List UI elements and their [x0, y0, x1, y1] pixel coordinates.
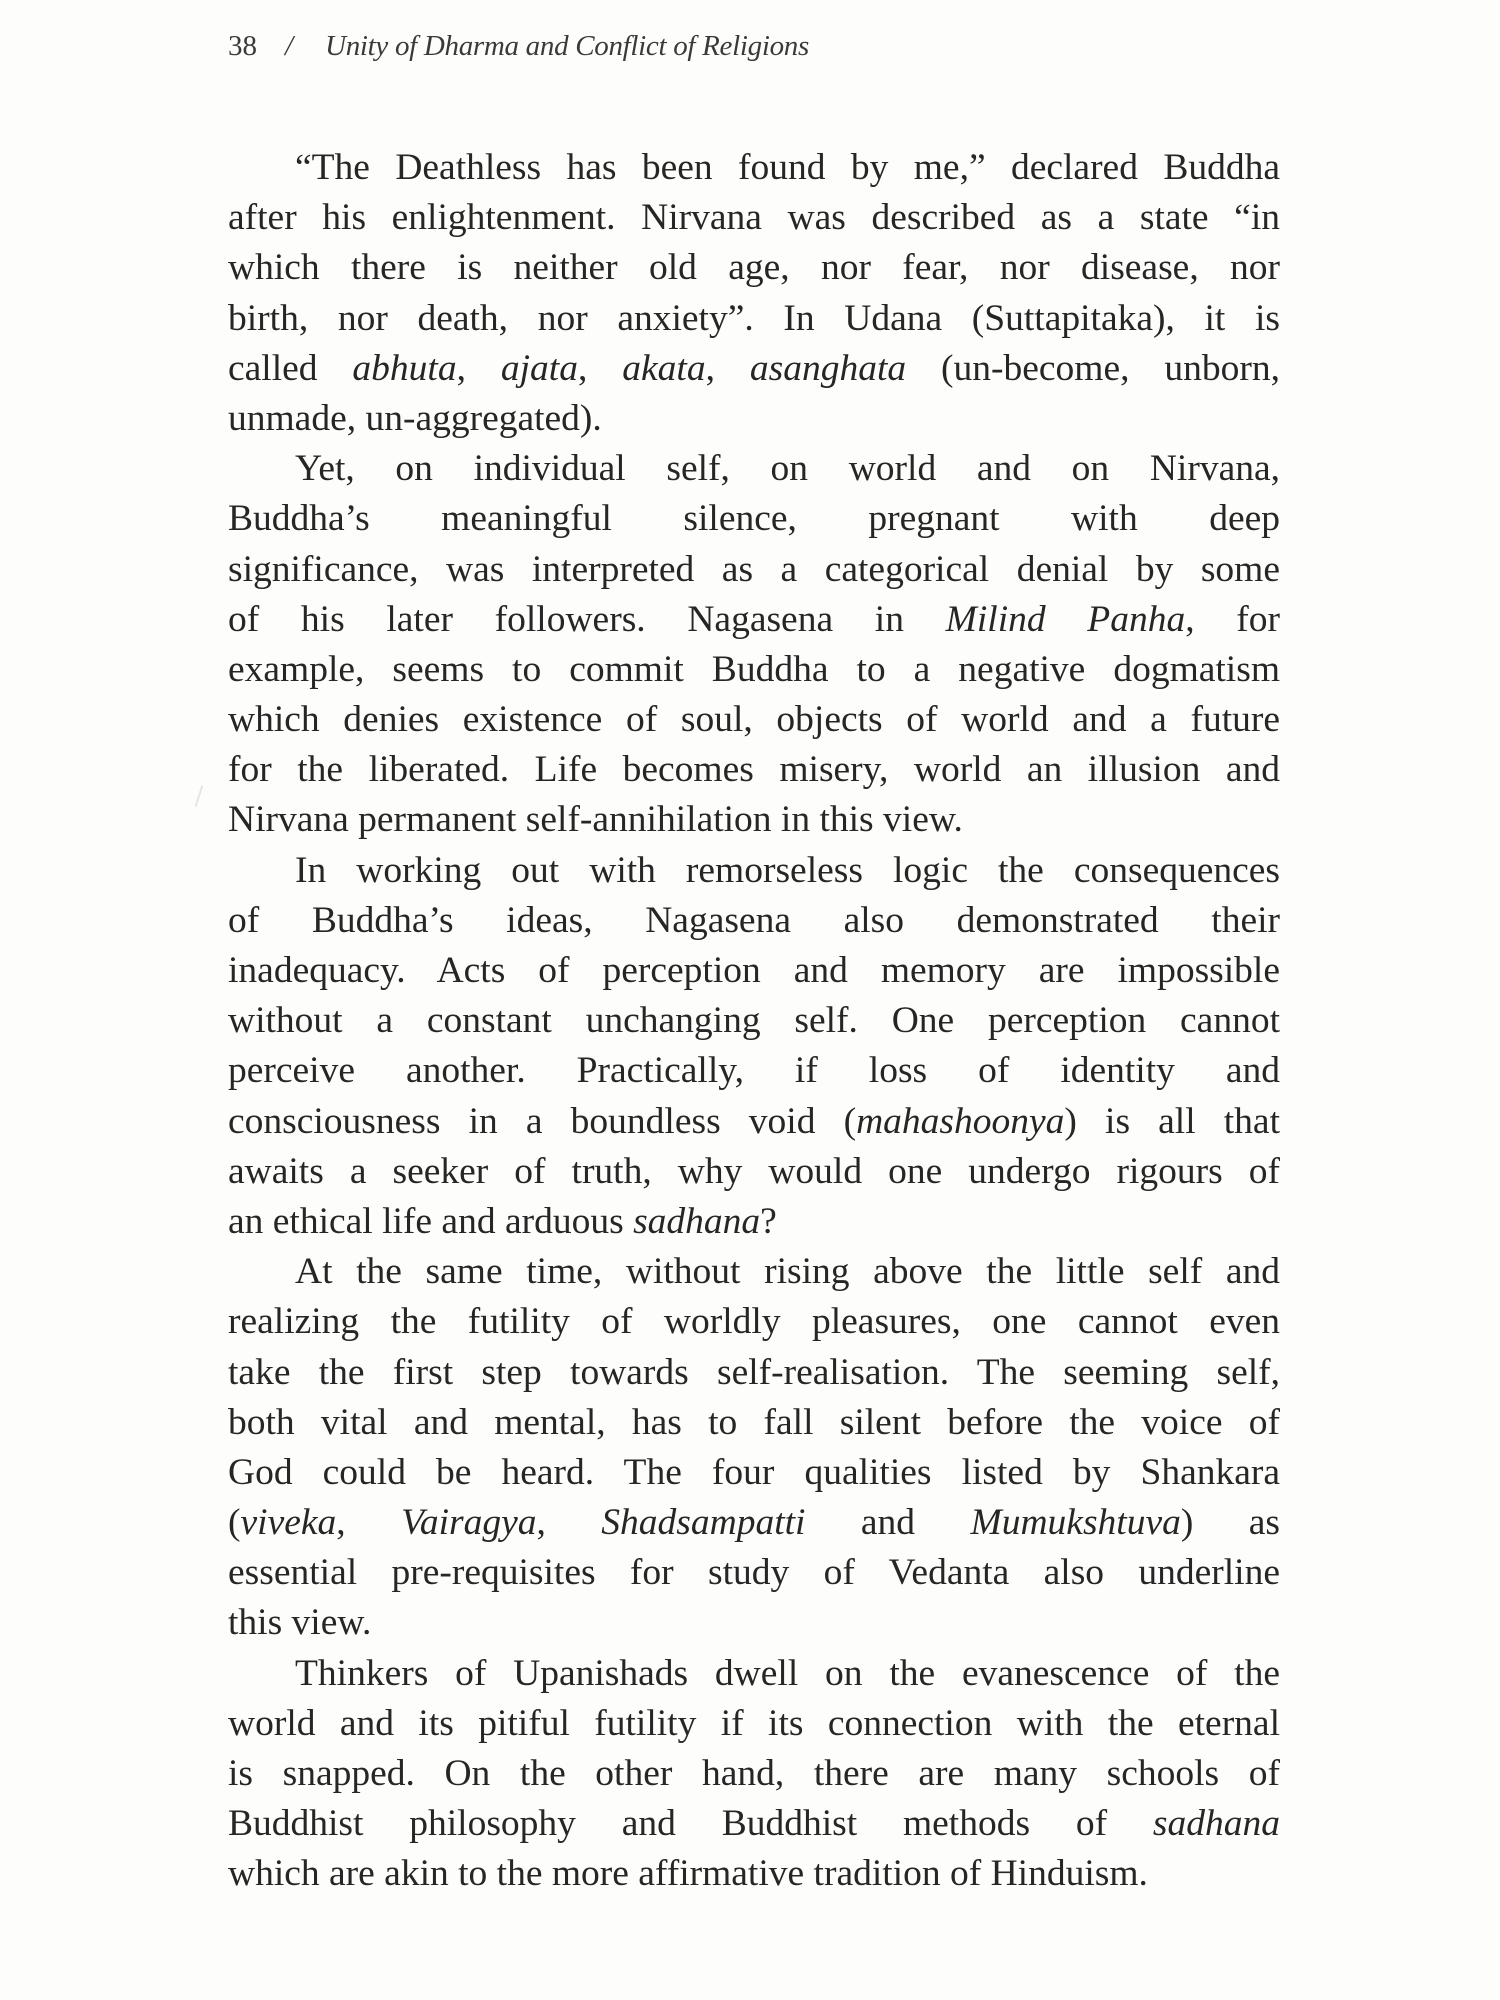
text-line	[228, 695, 1280, 745]
paragraph	[228, 444, 1280, 846]
italic-term: mahashoonya	[856, 1100, 1065, 1142]
text-run: an ethical life and arduous	[228, 1200, 634, 1242]
text-run: is snapped. On the other hand, there are many schools of	[228, 1753, 1280, 1794]
text-run: which denies existence of soul, objects of world and a future	[228, 699, 1280, 741]
text-run: Buddha’s meaningful silence, pregnant with deep	[228, 498, 1280, 540]
text-run: called	[228, 347, 353, 389]
text-line	[228, 1548, 1280, 1598]
text-run: consciousness in a boundless void (	[228, 1100, 857, 1142]
text-line	[228, 1197, 1280, 1247]
text-run: world and its pitiful futility if its connection with the eternal	[228, 1702, 1280, 1744]
text-line	[228, 896, 1280, 946]
text-run: God could be heard. The four qualities listed by Shankara	[228, 1451, 1280, 1493]
italic-term: ajata	[500, 347, 578, 389]
text-line	[228, 1498, 1280, 1548]
text-run: essential pre-requisites for study of Vedanta also underline	[228, 1552, 1280, 1594]
text-run: example, seems to commit Buddha to a negative dogmatism	[228, 648, 1280, 690]
italic-term: akata	[622, 347, 706, 389]
text-run: ,	[705, 347, 750, 389]
paragraph	[228, 143, 1280, 444]
italic-term: Shadsampatti	[601, 1502, 806, 1544]
text-run: , for	[1185, 598, 1280, 640]
text-line	[228, 1046, 1280, 1096]
text-run: both vital and mental, has to fall silent before the voice of	[228, 1401, 1280, 1443]
text-line	[228, 745, 1280, 795]
text-line	[228, 1348, 1280, 1398]
text-line	[228, 1598, 1280, 1648]
text-run: of Buddha’s ideas, Nagasena also demonstrated their	[228, 899, 1280, 941]
paragraph	[228, 846, 1280, 1248]
text-line	[228, 1097, 1280, 1147]
text-run: ,	[577, 347, 623, 389]
italic-term: viveka	[240, 1502, 337, 1544]
text-line	[228, 1799, 1280, 1849]
text-run: ,	[536, 1502, 602, 1544]
text-line	[228, 846, 1280, 896]
text-line	[228, 193, 1280, 243]
text-run: which are akin to the more affirmative tradition of Hinduism.	[228, 1853, 1148, 1895]
text-run: “The Deathless has been found by me,” declared Buddha	[295, 147, 1280, 188]
text-run: after his enlightenment. Nirvana was described as a state “in	[228, 197, 1280, 239]
scan-speck	[195, 785, 204, 807]
text-run: without a constant unchanging self. One perception cannot	[228, 1000, 1280, 1042]
text-line	[228, 1297, 1280, 1347]
text-run: unmade, un-aggregated).	[228, 397, 602, 439]
text-run: birth, nor death, nor anxiety”. In Udana (Suttapitaka), it is	[228, 297, 1280, 339]
text-line	[228, 795, 1280, 845]
text-line	[228, 143, 1280, 193]
text-run: for the liberated. Life becomes misery, world an illusion and	[228, 749, 1280, 791]
text-line	[228, 294, 1280, 344]
text-line	[228, 1749, 1280, 1799]
text-line	[228, 344, 1280, 394]
running-header	[228, 26, 809, 66]
header-separator: /	[285, 30, 294, 62]
text-run: awaits a seeker of truth, why would one undergo rigours of	[228, 1150, 1280, 1192]
text-line	[228, 394, 1280, 444]
text-line	[228, 1699, 1280, 1749]
text-run: Nirvana permanent self-annihilation in this view.	[228, 799, 963, 841]
text-run: perceive another. Practically, if loss of identity and	[228, 1050, 1280, 1092]
italic-term: Vairagya	[401, 1502, 537, 1544]
italic-term: asanghata	[749, 347, 907, 389]
text-run: significance, was interpreted as a categorical denial by some	[228, 548, 1280, 590]
text-run: inadequacy. Acts of perception and memory are impossible	[228, 950, 1280, 991]
text-line	[228, 1247, 1280, 1297]
text-line	[228, 444, 1280, 494]
italic-term: sadhana	[633, 1200, 761, 1242]
text-line	[228, 243, 1280, 293]
text-run: In working out with remorseless logic the consequences	[295, 849, 1280, 891]
text-run: ) as	[1180, 1502, 1281, 1544]
text-run: Buddhist philosophy and Buddhist methods of	[228, 1803, 1153, 1845]
book-title: Unity of Dharma and Conflict of Religions	[325, 30, 809, 62]
text-run: and	[805, 1502, 971, 1544]
text-run: Thinkers of Upanishads dwell on the evanescence of the	[295, 1652, 1280, 1694]
text-line	[228, 1649, 1280, 1699]
text-line	[228, 595, 1280, 645]
text-line	[228, 1398, 1280, 1448]
text-line	[228, 494, 1280, 544]
body-text	[228, 143, 1280, 1900]
text-run: realizing the futility of worldly pleasures, one cannot even	[228, 1301, 1280, 1343]
italic-term: abhuta	[352, 347, 457, 389]
text-line	[228, 1849, 1280, 1899]
text-line	[228, 545, 1280, 595]
text-line	[228, 1448, 1280, 1498]
text-run: ,	[336, 1502, 402, 1544]
paragraph	[228, 1649, 1280, 1900]
italic-term: Mumukshtuva	[970, 1502, 1181, 1544]
text-line	[228, 996, 1280, 1046]
text-run: ?	[760, 1200, 777, 1242]
text-run: ,	[456, 347, 501, 389]
text-run: (un-become, unborn,	[906, 347, 1280, 389]
text-line	[228, 1147, 1280, 1197]
page-number: 38	[228, 30, 257, 62]
italic-term: Milind Panha	[945, 598, 1186, 640]
text-run: take the first step towards self-realisation. The seeming self,	[228, 1351, 1280, 1393]
text-run: this view.	[228, 1602, 372, 1644]
text-run: which there is neither old age, nor fear, nor disease, nor	[228, 247, 1280, 289]
text-run: ) is all that	[1064, 1100, 1280, 1142]
text-run: (	[228, 1502, 241, 1544]
text-run: of his later followers. Nagasena in	[228, 598, 946, 640]
text-run: At the same time, without rising above the little self and	[295, 1251, 1280, 1293]
italic-term: sadhana	[1152, 1803, 1280, 1845]
text-run: Yet, on individual self, on world and on Nirvana,	[295, 448, 1280, 490]
text-line	[228, 645, 1280, 695]
text-line	[228, 946, 1280, 996]
paragraph	[228, 1247, 1280, 1649]
